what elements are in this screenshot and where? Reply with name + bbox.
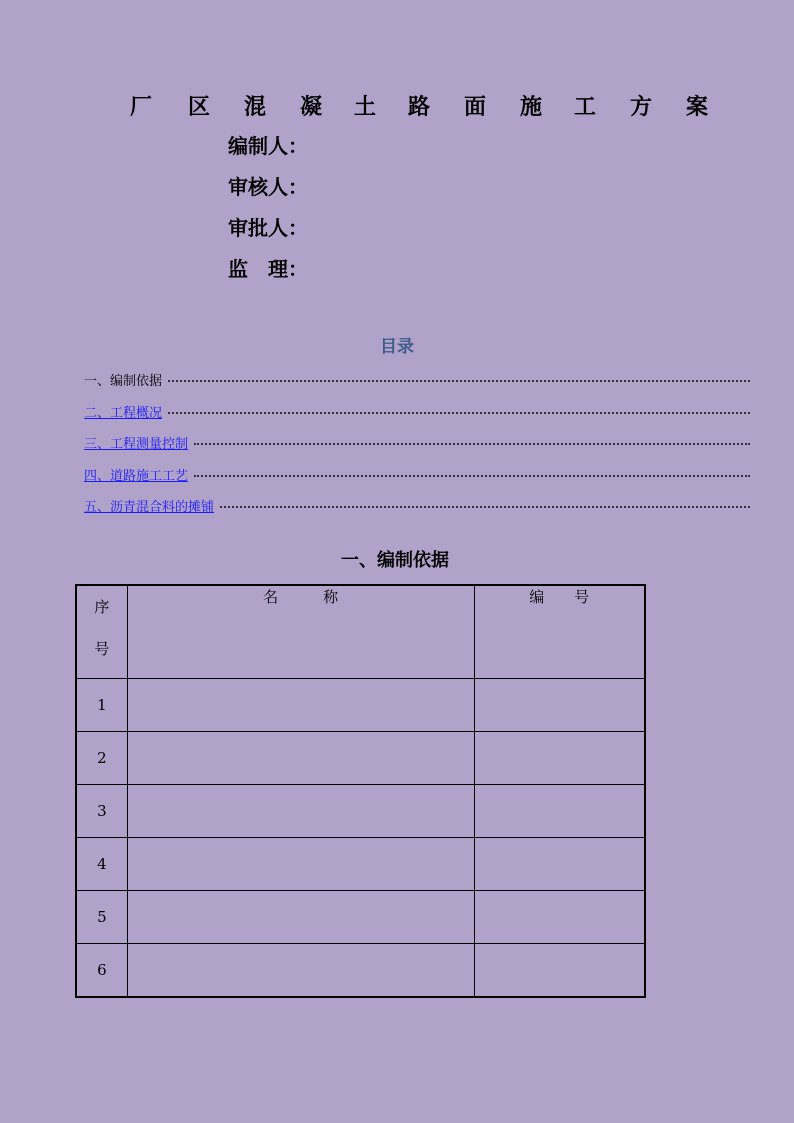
title-char: 凝 — [300, 94, 323, 120]
toc-item[interactable] — [84, 496, 750, 528]
cell-name[interactable] — [127, 891, 474, 944]
toc-leader-dots — [220, 506, 750, 508]
reviewer-label: 审核人： — [228, 175, 308, 199]
header-code: 编 号 — [474, 585, 645, 679]
table-header-row — [76, 585, 645, 679]
cell-seq: 5 — [76, 891, 127, 944]
header-seq-bottom: 号 — [94, 640, 110, 658]
toc-heading: 目录 — [380, 337, 414, 357]
compilation-basis-table — [75, 584, 646, 998]
title-char: 施 — [520, 94, 543, 120]
cell-name[interactable] — [127, 785, 474, 838]
toc-item[interactable] — [84, 433, 750, 465]
toc-item[interactable] — [84, 402, 750, 434]
cell-name[interactable] — [127, 679, 474, 732]
cell-code[interactable] — [474, 891, 645, 944]
title-char: 混 — [244, 94, 267, 120]
supervisor-label: 监 理： — [228, 257, 308, 281]
table-row — [76, 838, 645, 891]
toc-leader-dots — [194, 443, 750, 445]
toc-item-link[interactable]: 三、工程测量控制 — [84, 437, 189, 452]
title-char: 案 — [686, 94, 709, 120]
section-heading: 一、编制依据 — [341, 550, 449, 571]
cell-code[interactable] — [474, 785, 645, 838]
compiler-label: 编制人： — [228, 134, 308, 158]
table-row — [76, 891, 645, 944]
header-seq-top: 序 — [94, 598, 110, 616]
header-seq — [76, 585, 127, 679]
header-name: 名 称 — [127, 585, 474, 679]
cell-seq: 2 — [76, 732, 127, 785]
document-title — [130, 90, 720, 122]
cell-name[interactable] — [127, 732, 474, 785]
title-char: 路 — [408, 94, 431, 120]
toc-item-link[interactable]: 四、道路施工工艺 — [84, 468, 189, 484]
toc-item[interactable] — [84, 370, 750, 402]
cell-seq: 3 — [76, 785, 127, 838]
title-char: 方 — [630, 94, 653, 120]
cell-name[interactable] — [127, 838, 474, 891]
title-char: 面 — [464, 94, 487, 120]
cell-seq: 4 — [76, 838, 127, 891]
toc-item-link[interactable]: 二、工程概况 — [84, 405, 163, 421]
toc-leader-dots — [168, 412, 750, 414]
signature-block — [228, 130, 308, 294]
cell-name[interactable] — [127, 944, 474, 998]
toc-item-link[interactable]: 五、沥青混合料的摊铺 — [84, 500, 215, 515]
title-char: 区 — [188, 94, 211, 120]
cell-code[interactable] — [474, 944, 645, 998]
cell-seq: 6 — [76, 944, 127, 998]
cell-code[interactable] — [474, 679, 645, 732]
title-char: 土 — [354, 94, 377, 120]
toc-leader-dots — [168, 380, 750, 382]
toc-item-label: 一、编制依据 — [84, 374, 163, 389]
title-char: 厂 — [130, 94, 153, 120]
table-row — [76, 679, 645, 732]
cell-code[interactable] — [474, 838, 645, 891]
title-char: 工 — [574, 94, 597, 120]
cell-code[interactable] — [474, 732, 645, 785]
table-row — [76, 944, 645, 998]
table-row — [76, 732, 645, 785]
approver-label: 审批人： — [228, 216, 308, 240]
cell-seq: 1 — [76, 679, 127, 732]
toc-leader-dots — [194, 475, 750, 477]
toc-item[interactable] — [84, 465, 750, 497]
table-of-contents — [84, 370, 750, 528]
table-row — [76, 785, 645, 838]
